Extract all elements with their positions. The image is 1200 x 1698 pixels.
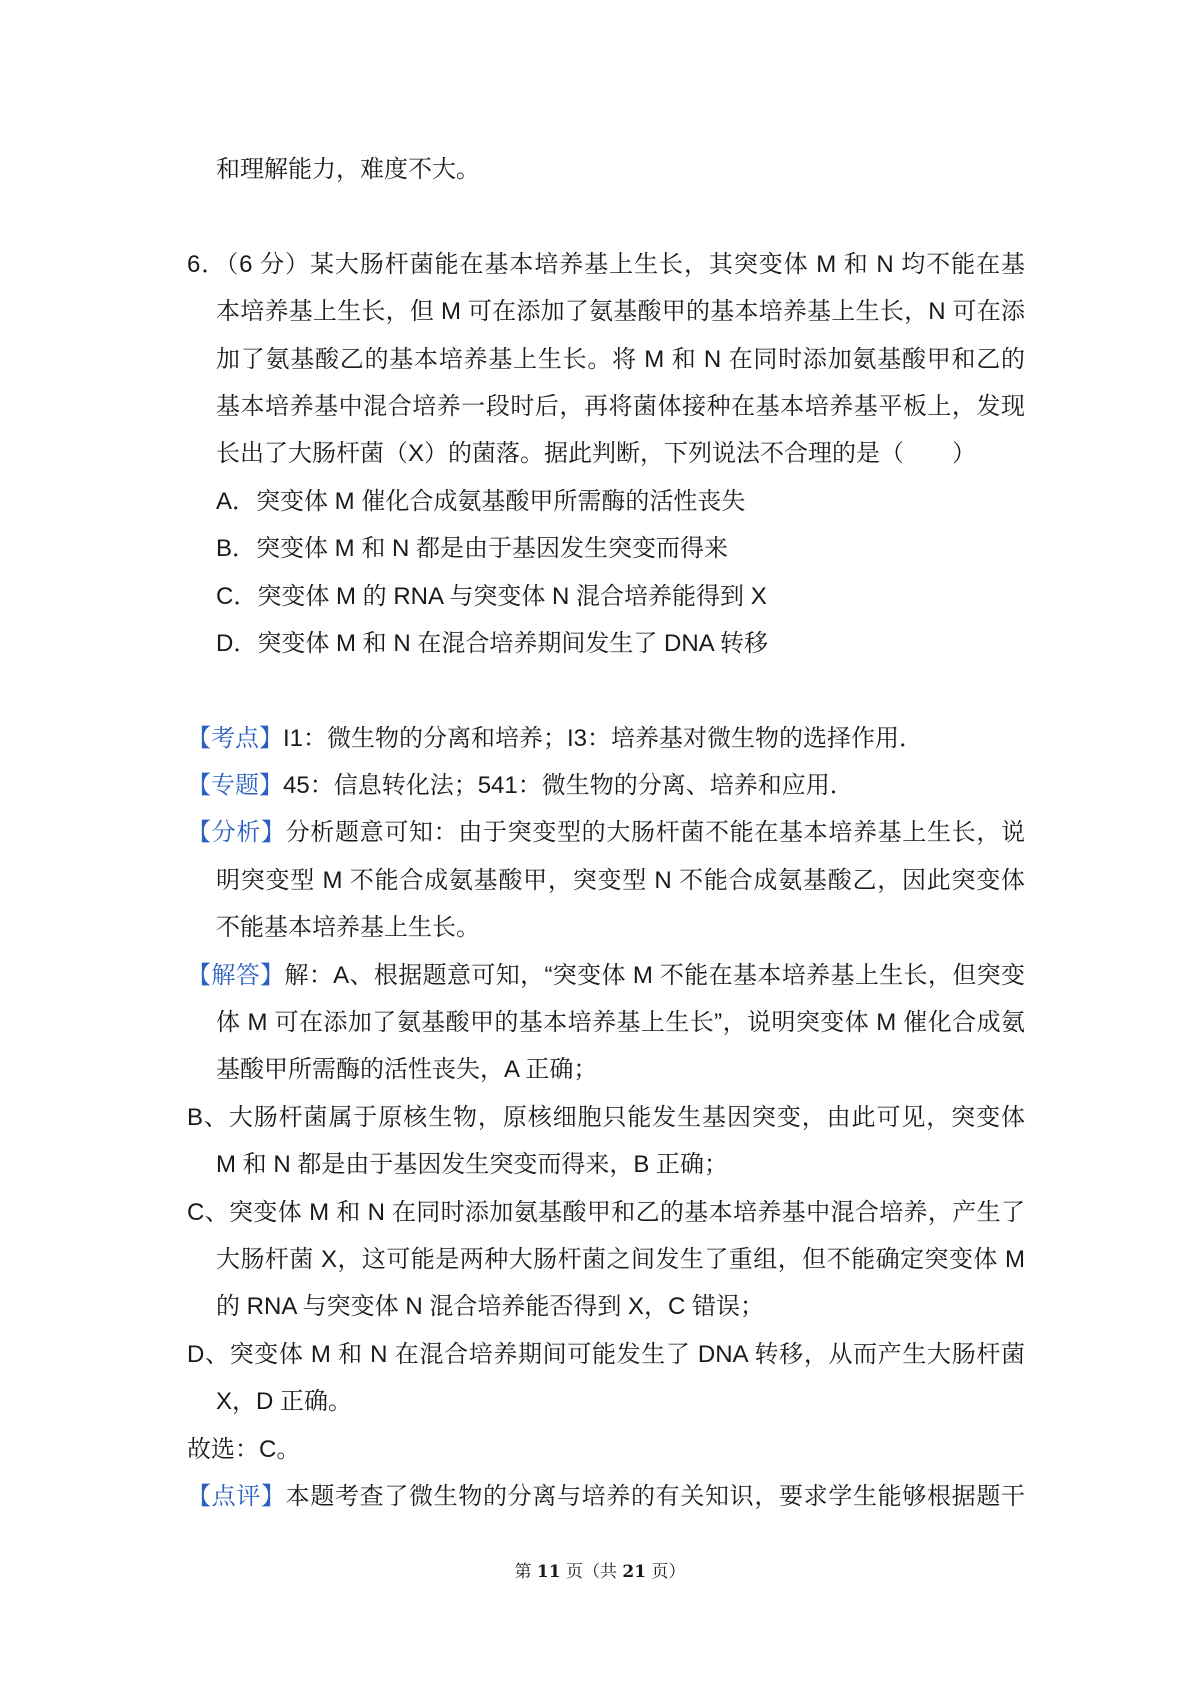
page-footer bbox=[0, 1558, 1200, 1586]
option-a bbox=[187, 478, 1025, 525]
question-stem-line: 加了氨基酸乙的基本培养基上生长。将 M 和 N 在同时添加氨基酸甲和乙的 bbox=[216, 345, 1025, 373]
jieda-line bbox=[187, 952, 1025, 999]
kaodian-line bbox=[187, 715, 1025, 762]
question-stem-line: 本培养基上生长，但 M 可在添加了氨基酸甲的基本培养基上生长，N 可在添 bbox=[216, 298, 1025, 326]
jieda-b-line: B、大肠杆菌属于原核生物，原核细胞只能发生基因突变，由此可见，突变体 bbox=[187, 1103, 1025, 1131]
answer-conclusion: 故选：C。 bbox=[187, 1435, 301, 1463]
fenxi-line bbox=[187, 809, 1025, 856]
footer-suffix: 页） bbox=[646, 1562, 686, 1582]
fenxi-label: 【分析】 bbox=[187, 819, 286, 847]
jieda-c-line: 的 RNA 与突变体 N 混合培养能否得到 X，C 错误； bbox=[216, 1293, 765, 1321]
footer-total-pages: 21 bbox=[622, 1562, 647, 1582]
option-letter: D． bbox=[216, 629, 258, 657]
blank-line bbox=[187, 667, 1025, 714]
option-text: 突变体 M 和 N 都是由于基因发生突变而得来 bbox=[256, 535, 729, 563]
jieda-c-line: 大肠杆菌 X，这可能是两种大肠杆菌之间发生了重组，但不能确定突变体 M bbox=[216, 1245, 1025, 1273]
footer-page-number: 11 bbox=[536, 1562, 561, 1582]
zhuanti-line bbox=[187, 762, 1025, 809]
question-stem-line: 基本培养基中混合培养一段时后，再将菌体接种在基本培养基平板上，发现 bbox=[216, 392, 1025, 420]
option-text: 突变体 M 催化合成氨基酸甲所需酶的活性丧失 bbox=[256, 487, 746, 515]
kaodian-text: I1：微生物的分离和培养；I3：培养基对微生物的选择作用． bbox=[283, 724, 924, 752]
fenxi-text: 分析题意可知：由于突变型的大肠杆菌不能在基本培养基上生长，说 bbox=[285, 819, 1026, 847]
dianping-text: 本题考查了微生物的分离与培养的有关知识，要求学生能够根据题干 bbox=[285, 1482, 1026, 1510]
kaodian-label: 【考点】 bbox=[187, 724, 283, 752]
fenxi-line: 不能基本培养基上生长。 bbox=[216, 914, 480, 942]
option-text: 突变体 M 和 N 在混合培养期间发生了 DNA 转移 bbox=[257, 629, 769, 657]
option-b bbox=[187, 525, 1025, 572]
footer-prefix: 第 bbox=[514, 1562, 537, 1582]
jieda-d-line: D、突变体 M 和 N 在混合培养期间可能发生了 DNA 转移，从而产生大肠杆菌 bbox=[187, 1340, 1025, 1368]
question-number: 6． bbox=[187, 250, 227, 278]
option-text: 突变体 M 的 RNA 与突变体 N 混合培养能得到 X bbox=[257, 582, 767, 610]
jieda-d-line: X，D 正确。 bbox=[216, 1388, 353, 1416]
question-stem-text: 某大肠杆菌能在基本培养基上生长，其突变体 M 和 N 均不能在基 bbox=[309, 250, 1025, 278]
blank-line bbox=[187, 193, 1025, 240]
continuation-text: 和理解能力，难度不大。 bbox=[216, 156, 480, 183]
jieda-label: 【解答】 bbox=[187, 961, 285, 989]
option-letter: B． bbox=[216, 535, 257, 563]
dianping-line bbox=[187, 1473, 1025, 1520]
document-body bbox=[187, 146, 1025, 1520]
fenxi-line: 明突变型 M 不能合成氨基酸甲，突变型 N 不能合成氨基酸乙，因此突变体 bbox=[216, 866, 1025, 894]
option-d bbox=[187, 620, 1025, 667]
question-score: （6 分） bbox=[226, 250, 310, 278]
option-c bbox=[187, 573, 1025, 620]
jieda-text: 解：A、根据题意可知，“突变体 M 不能在基本培养基上生长，但突变 bbox=[284, 961, 1026, 989]
jieda-b-line: M 和 N 都是由于基因发生突变而得来，B 正确； bbox=[216, 1151, 729, 1179]
footer-middle: 页（共 bbox=[560, 1562, 623, 1582]
option-letter: C． bbox=[216, 582, 258, 610]
jieda-line: 基酸甲所需酶的活性丧失，A 正确； bbox=[216, 1056, 598, 1084]
jieda-c-line: C、突变体 M 和 N 在同时添加氨基酸甲和乙的基本培养基中混合培养，产生了 bbox=[187, 1198, 1025, 1226]
dianping-label: 【点评】 bbox=[187, 1482, 286, 1510]
question-stem-line: 长出了大肠杆菌（X）的菌落。据此判断，下列说法不合理的是（ ） bbox=[216, 440, 977, 468]
zhuanti-text: 45：信息转化法；541：微生物的分离、培养和应用． bbox=[283, 772, 854, 800]
zhuanti-label: 【专题】 bbox=[187, 772, 283, 800]
option-letter: A． bbox=[216, 487, 257, 515]
jieda-line: 体 M 可在添加了氨基酸甲的基本培养基上生长”，说明突变体 M 催化合成氨 bbox=[216, 1009, 1025, 1037]
question-stem-line bbox=[187, 241, 1025, 288]
